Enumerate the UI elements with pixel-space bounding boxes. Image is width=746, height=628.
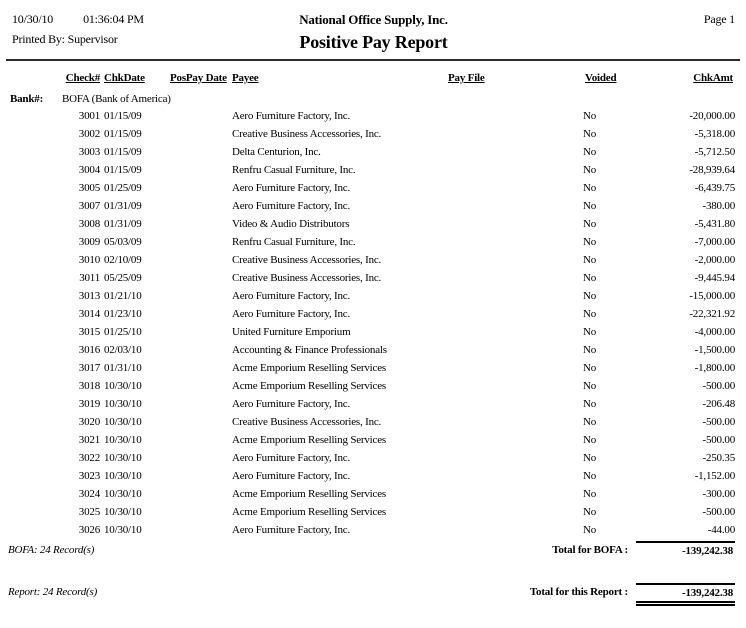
check-number: 3004 <box>78 164 100 176</box>
table-header-row <box>8 72 735 87</box>
check-date: 10/30/10 <box>104 398 142 410</box>
check-amount: -300.00 <box>702 488 735 500</box>
table-row <box>8 485 735 503</box>
check-date: 01/31/09 <box>104 200 142 212</box>
table-row <box>8 269 735 287</box>
table-row <box>8 413 735 431</box>
voided-flag: No <box>583 344 597 356</box>
pay-file <box>444 269 579 287</box>
payee-name: Creative Business Accessories, Inc. <box>232 128 382 140</box>
pospay-date <box>166 287 228 305</box>
pay-file <box>444 107 579 125</box>
check-amount: -1,152.00 <box>694 470 735 482</box>
pay-file <box>444 413 579 431</box>
positive-pay-table-body <box>8 107 735 539</box>
check-date: 10/30/10 <box>104 434 142 446</box>
voided-flag: No <box>583 200 597 212</box>
report-header <box>0 0 746 54</box>
payee-name: Creative Business Accessories, Inc. <box>232 272 382 284</box>
payee-name: Aero Furniture Factory, Inc. <box>232 398 351 410</box>
column-header-pospay-date: PosPay Date <box>170 72 227 84</box>
pospay-date <box>166 413 228 431</box>
check-date: 02/10/09 <box>104 254 142 266</box>
check-amount: -206.48 <box>702 398 735 410</box>
pospay-date <box>166 179 228 197</box>
bank-record-count: BOFA: 24 Record(s) <box>8 544 95 556</box>
voided-flag: No <box>583 416 597 428</box>
pay-file <box>444 449 579 467</box>
print-date: 10/30/10 <box>12 12 54 26</box>
voided-flag: No <box>583 254 597 266</box>
table-row <box>8 233 735 251</box>
voided-flag: No <box>583 470 597 482</box>
table-row <box>8 359 735 377</box>
check-number: 3022 <box>78 452 100 464</box>
table-row <box>8 287 735 305</box>
pay-file <box>444 467 579 485</box>
report-total-amount: -139,242.38 <box>636 583 735 606</box>
check-date: 05/03/09 <box>104 236 142 248</box>
pospay-date <box>166 215 228 233</box>
check-number: 3023 <box>78 470 100 482</box>
company-name: National Office Supply, Inc. <box>299 12 448 27</box>
payee-name: Acme Emporium Reselling Services <box>232 362 386 374</box>
pay-file <box>444 125 579 143</box>
table-row <box>8 341 735 359</box>
table-row <box>8 215 735 233</box>
pospay-date <box>166 359 228 377</box>
table-row <box>8 107 735 125</box>
pospay-date <box>166 197 228 215</box>
header-left <box>12 12 299 47</box>
payee-name: Accounting & Finance Professionals <box>232 344 387 356</box>
check-number: 3025 <box>78 506 100 518</box>
pay-file <box>444 377 579 395</box>
report-record-count: Report: 24 Record(s) <box>8 586 98 598</box>
pospay-date <box>166 269 228 287</box>
table-row <box>8 197 735 215</box>
bank-group-footer <box>0 541 746 558</box>
voided-flag: No <box>583 326 597 338</box>
check-date: 10/30/10 <box>104 506 142 518</box>
pospay-date <box>166 233 228 251</box>
check-amount: -4,000.00 <box>694 326 735 338</box>
pay-file <box>444 197 579 215</box>
payee-name: Aero Furniture Factory, Inc. <box>232 308 351 320</box>
check-number: 3014 <box>78 308 100 320</box>
pay-file <box>444 521 579 539</box>
payee-name: Acme Emporium Reselling Services <box>232 434 386 446</box>
voided-flag: No <box>583 236 597 248</box>
voided-flag: No <box>583 452 597 464</box>
bank-group-row <box>0 91 746 107</box>
check-date: 10/30/10 <box>104 524 142 536</box>
check-amount: -2,000.00 <box>694 254 735 266</box>
pospay-date <box>166 323 228 341</box>
pay-file <box>444 215 579 233</box>
bank-total <box>552 541 746 558</box>
pay-file <box>444 341 579 359</box>
check-number: 3009 <box>78 236 100 248</box>
column-header-chkamt: ChkAmt <box>693 72 733 84</box>
pay-file <box>444 431 579 449</box>
check-number: 3001 <box>78 110 100 122</box>
pay-file <box>444 485 579 503</box>
voided-flag: No <box>583 524 597 536</box>
voided-flag: No <box>583 110 597 122</box>
payee-name: Acme Emporium Reselling Services <box>232 488 386 500</box>
voided-flag: No <box>583 398 597 410</box>
table-row <box>8 503 735 521</box>
pay-file <box>444 395 579 413</box>
pospay-date <box>166 467 228 485</box>
pospay-date <box>166 305 228 323</box>
column-header-payfile: Pay File <box>448 72 485 84</box>
check-date: 01/25/09 <box>104 182 142 194</box>
voided-flag: No <box>583 434 597 446</box>
table-row <box>8 179 735 197</box>
table-row <box>8 395 735 413</box>
pay-file <box>444 251 579 269</box>
pay-file <box>444 305 579 323</box>
printed-by: Printed By: Supervisor <box>12 32 118 46</box>
check-date: 01/31/09 <box>104 218 142 230</box>
table-row <box>8 251 735 269</box>
voided-flag: No <box>583 182 597 194</box>
table-row <box>8 323 735 341</box>
pay-file <box>444 143 579 161</box>
check-number: 3013 <box>78 290 100 302</box>
check-date: 01/21/10 <box>104 290 142 302</box>
report-rows <box>8 107 735 539</box>
bank-total-amount: -139,242.38 <box>636 541 735 558</box>
header-divider <box>6 59 740 61</box>
voided-flag: No <box>583 272 597 284</box>
column-header-voided: Voided <box>585 72 617 84</box>
payee-name: Aero Furniture Factory, Inc. <box>232 452 351 464</box>
pospay-date <box>166 107 228 125</box>
check-number: 3010 <box>78 254 100 266</box>
voided-flag: No <box>583 488 597 500</box>
print-datetime <box>12 12 299 27</box>
pospay-date <box>166 251 228 269</box>
pay-file <box>444 233 579 251</box>
pay-file <box>444 287 579 305</box>
print-time: 01:36:04 PM <box>83 12 144 26</box>
check-amount: -28,939.64 <box>689 164 735 176</box>
report-title: Positive Pay Report <box>299 32 448 52</box>
payee-name: Aero Furniture Factory, Inc. <box>232 110 351 122</box>
bank-total-label: Total for BOFA : <box>552 544 628 556</box>
check-number: 3019 <box>78 398 100 410</box>
payee-name: Aero Furniture Factory, Inc. <box>232 200 351 212</box>
pospay-date <box>166 377 228 395</box>
check-number: 3011 <box>79 272 100 284</box>
report-total-label: Total for this Report : <box>529 586 628 598</box>
check-number: 3003 <box>78 146 100 158</box>
table-row <box>8 143 735 161</box>
check-amount: -5,431.80 <box>694 218 735 230</box>
check-date: 10/30/10 <box>104 380 142 392</box>
check-number: 3016 <box>78 344 100 356</box>
voided-flag: No <box>583 218 597 230</box>
payee-name: Creative Business Accessories, Inc. <box>232 416 382 428</box>
check-number: 3017 <box>78 362 100 374</box>
check-amount: -22,321.92 <box>689 308 735 320</box>
check-date: 01/15/09 <box>104 110 142 122</box>
table-row <box>8 521 735 539</box>
report-grand-footer <box>0 583 746 606</box>
check-amount: -500.00 <box>702 434 735 446</box>
voided-flag: No <box>583 380 597 392</box>
payee-name: Creative Business Accessories, Inc. <box>232 254 382 266</box>
check-number: 3024 <box>78 488 100 500</box>
positive-pay-table <box>8 72 735 87</box>
check-number: 3008 <box>78 218 100 230</box>
check-amount: -1,800.00 <box>694 362 735 374</box>
check-number: 3005 <box>78 182 100 194</box>
check-amount: -44.00 <box>707 524 735 536</box>
check-number: 3015 <box>78 326 100 338</box>
page-number: Page 1 <box>703 12 735 26</box>
check-date: 01/15/09 <box>104 164 142 176</box>
payee-name: Aero Furniture Factory, Inc. <box>232 470 351 482</box>
check-date: 10/30/10 <box>104 470 142 482</box>
voided-flag: No <box>583 164 597 176</box>
check-number: 3026 <box>78 524 100 536</box>
pay-file <box>444 503 579 521</box>
check-number: 3020 <box>78 416 100 428</box>
check-date: 01/15/09 <box>104 146 142 158</box>
pospay-date <box>166 503 228 521</box>
check-date: 02/03/10 <box>104 344 142 356</box>
check-date: 01/31/10 <box>104 362 142 374</box>
pospay-date <box>166 431 228 449</box>
payee-name: Renfru Casual Furniture, Inc. <box>232 164 356 176</box>
check-date: 01/15/09 <box>104 128 142 140</box>
bank-label: Bank#: <box>10 93 44 105</box>
bank-name: BOFA (Bank of America) <box>62 93 171 105</box>
pay-file <box>444 323 579 341</box>
table-row <box>8 161 735 179</box>
check-amount: -250.35 <box>702 452 735 464</box>
check-amount: -6,439.75 <box>694 182 735 194</box>
voided-flag: No <box>583 290 597 302</box>
check-amount: -15,000.00 <box>689 290 735 302</box>
column-header-chkdate: ChkDate <box>104 72 145 84</box>
check-amount: -1,500.00 <box>694 344 735 356</box>
pospay-date <box>166 161 228 179</box>
check-date: 10/30/10 <box>104 416 142 428</box>
pospay-date <box>166 449 228 467</box>
voided-flag: No <box>583 308 597 320</box>
pospay-date <box>166 521 228 539</box>
table-row <box>8 467 735 485</box>
check-date: 01/25/10 <box>104 326 142 338</box>
check-amount: -9,445.94 <box>694 272 735 284</box>
payee-name: Aero Furniture Factory, Inc. <box>232 524 351 536</box>
table-row <box>8 449 735 467</box>
table-row <box>8 431 735 449</box>
voided-flag: No <box>583 128 597 140</box>
payee-name: Video & Audio Distributors <box>232 218 350 230</box>
check-amount: -500.00 <box>702 506 735 518</box>
report-total <box>530 583 746 606</box>
check-number: 3018 <box>78 380 100 392</box>
check-amount: -20,000.00 <box>689 110 735 122</box>
payee-name: Aero Furniture Factory, Inc. <box>232 182 351 194</box>
check-number: 3007 <box>78 200 100 212</box>
table-row <box>8 305 735 323</box>
column-header-check: Check# <box>65 72 100 84</box>
pospay-date <box>166 125 228 143</box>
payee-name: United Furniture Emporium <box>232 326 351 338</box>
pay-file <box>444 161 579 179</box>
check-amount: -380.00 <box>702 200 735 212</box>
pospay-date <box>166 143 228 161</box>
pospay-date <box>166 485 228 503</box>
check-amount: -5,318.00 <box>694 128 735 140</box>
payee-name: Acme Emporium Reselling Services <box>232 506 386 518</box>
voided-flag: No <box>583 362 597 374</box>
voided-flag: No <box>583 146 597 158</box>
check-amount: -7,000.00 <box>694 236 735 248</box>
table-row <box>8 125 735 143</box>
pay-file <box>444 359 579 377</box>
check-date: 01/23/10 <box>104 308 142 320</box>
payee-name: Aero Furniture Factory, Inc. <box>232 290 351 302</box>
check-amount: -500.00 <box>702 416 735 428</box>
check-date: 10/30/10 <box>104 488 142 500</box>
header-center <box>299 12 448 54</box>
table-row <box>8 377 735 395</box>
payee-name: Delta Centurion, Inc. <box>232 146 321 158</box>
voided-flag: No <box>583 506 597 518</box>
payee-name: Renfru Casual Furniture, Inc. <box>232 236 356 248</box>
check-number: 3002 <box>78 128 100 140</box>
pospay-date <box>166 395 228 413</box>
column-header-payee: Payee <box>232 72 259 84</box>
table-header <box>8 72 735 87</box>
check-amount: -500.00 <box>702 380 735 392</box>
payee-name: Acme Emporium Reselling Services <box>232 380 386 392</box>
pospay-date <box>166 341 228 359</box>
check-date: 10/30/10 <box>104 452 142 464</box>
check-number: 3021 <box>78 434 100 446</box>
pay-file <box>444 179 579 197</box>
check-date: 05/25/09 <box>104 272 142 284</box>
check-amount: -5,712.50 <box>694 146 735 158</box>
